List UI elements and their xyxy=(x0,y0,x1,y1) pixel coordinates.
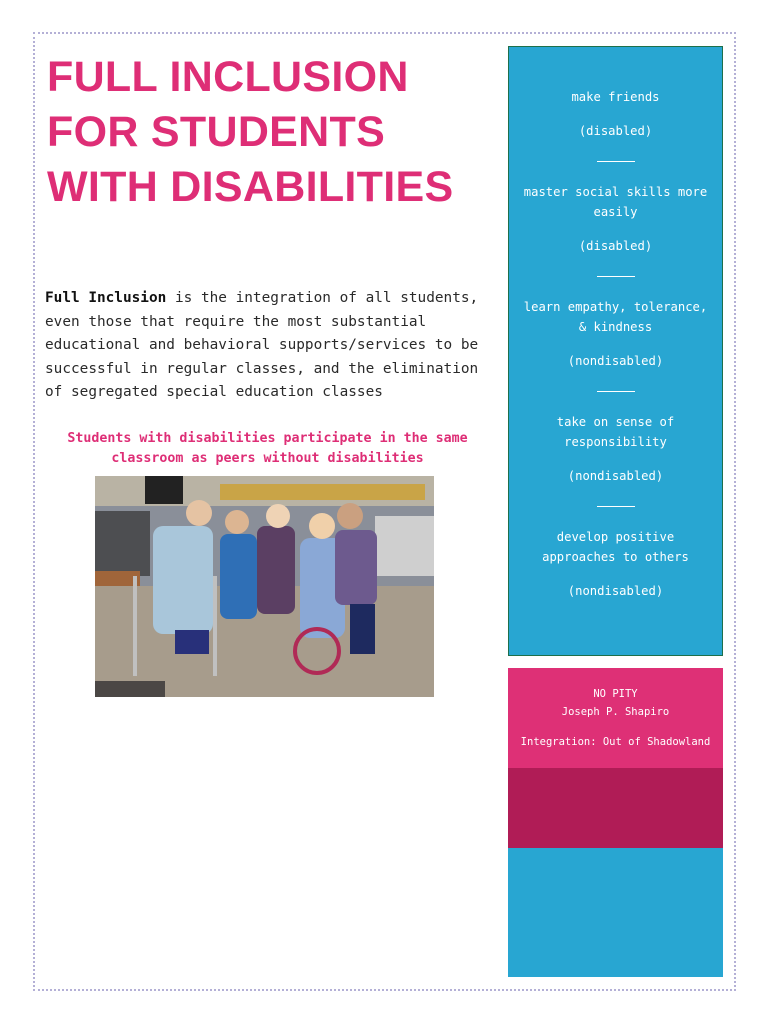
benefit-group: (disabled) xyxy=(578,239,653,253)
benefit-group: (nondisabled) xyxy=(567,584,664,598)
intro-paragraph xyxy=(45,287,493,405)
benefit-item xyxy=(509,87,722,141)
intro-term: Full Inclusion xyxy=(45,290,167,306)
benefit-description: take on sense of responsibility xyxy=(556,415,675,449)
benefit-group: (disabled) xyxy=(578,124,653,138)
book-title: NO PITY xyxy=(593,688,638,700)
benefit-item xyxy=(509,182,722,256)
book-author: Joseph P. Shapiro xyxy=(561,706,670,718)
benefit-group: (nondisabled) xyxy=(567,469,664,483)
intro-text: is the integration of all students, even those that require the most substantial educational and behavioral supports/services to be successful in regular classes, and the elimination of segregated special education classes xyxy=(45,290,479,400)
decorative-band-dark xyxy=(508,768,723,848)
classroom-photo xyxy=(95,476,434,697)
divider xyxy=(597,276,635,277)
benefits-sidebar xyxy=(508,46,723,656)
divider xyxy=(597,391,635,392)
benefit-item xyxy=(509,527,722,601)
benefit-description: master social skills more easily xyxy=(523,185,708,219)
book-reference xyxy=(508,668,723,768)
photo-caption: Students with disabilities participate in the same classroom as peers without disabilities xyxy=(67,431,468,466)
decorative-band-blue xyxy=(508,848,723,977)
book-chapter: Integration: Out of Shadowland xyxy=(520,736,711,748)
benefit-item xyxy=(509,297,722,371)
benefit-description: develop positive approaches to others xyxy=(542,530,689,564)
divider xyxy=(597,506,635,507)
benefit-group: (nondisabled) xyxy=(567,354,664,368)
benefit-item xyxy=(509,412,722,486)
divider xyxy=(597,161,635,162)
benefit-description: make friends xyxy=(571,90,660,104)
page-title: FULL INCLUSION FOR STUDENTS WITH DISABILITIES xyxy=(47,53,454,211)
benefit-description: learn empathy, tolerance, & kindness xyxy=(523,300,708,334)
